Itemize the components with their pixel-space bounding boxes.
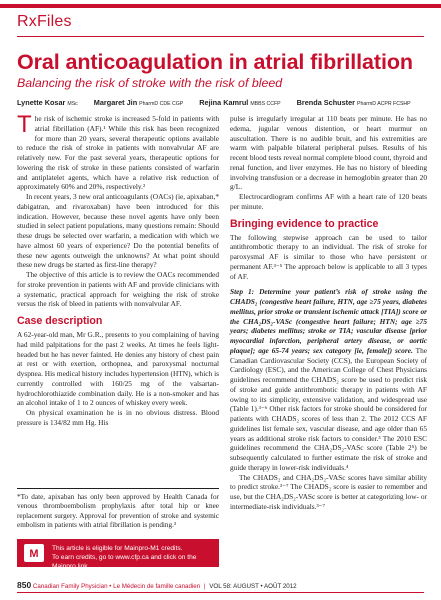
evidence-paragraph: The following stepwise approach can be used to tailor antithrombotic therapy to an individual. The risk of stroke for paroxysmal AF is similar to those who have persistent or permanent AF.³⁻⁵ The approach below is applicable to all 3 types of AF. (230, 232, 427, 281)
case-heading: Case description (17, 315, 103, 327)
intro-paragraph: The risk of ischemic stroke is increased 5-fold in patients with atrial fibrillation (AF).¹ While this risk has been recognized for more than 20 years, several therapeutic options available to reduce the risk of stroke in patients with nonvalvular AF are relatively new. For the past several years, therapeutic options for lowering the risk of stroke in these patients consisted of warfarin and antiplatelet agents, which have a relative risk reduction of approximately 60% and 20%, respectively.² (17, 111, 219, 192)
mainpro-credit-box (17, 539, 219, 570)
mainpro-icon (23, 543, 45, 563)
section-header (0, 0, 441, 40)
author-name: Lynette Kosar (17, 98, 66, 107)
author-credentials: PharmD CDE CGP (139, 101, 184, 107)
left-column (17, 111, 219, 428)
objective-paragraph: The objective of this article is to review the OACs recommended for stroke prevention in patients with AF and provide clinicians with a systematic, practical approach for weighing the risk of stroke versus the risk of bleed in patients with nonvalvular AF. (17, 270, 219, 309)
mainpro-line-1: This article is eligible for Mainpro-M1 credits. (52, 545, 183, 552)
journal-name: Canadian Family Physician • Le Médecin de famille canadien (32, 583, 201, 590)
svg-text:M: M (29, 548, 39, 560)
case-paragraph: A 62-year-old man, Mr G.R., presents to you complaining of having had mild palpitations for the past 2 weeks. At times he feels light-headed but he has never fainted. He denies any history of chest pain at rest or with exertion, orthopnea, and paroxysmal nocturnal dyspnea. His medical history includes hypertension (HTN), which is currently controlled with 160/25 mg of the valsartan-hydrochlorothiazide combination daily. He is a non-smoker and has an alcohol intake of 1 to 2 ounces of whiskey every week. (17, 330, 219, 408)
author-credentials: MBBS CCFP (250, 101, 281, 107)
closing-paragraph: The CHADS₂ and CHA₂DS₂-VASc scores have similar ability to predict stroke.³⁻⁷ The CHADS₂ score is easier to remember and use, but the CHA₂DS₂-VASc score is better at categorizing low- or intermediate-risk individuals.³⁻⁷ (230, 472, 427, 511)
step-1-body: The Canadian Cardiovascular Society (CCS), the European Society of Cardiology (ESC), and the American College of Chest Physicians guidelines recommend the CHADS₂ score be used to predict risk of stroke and guide antithrombotic therapy in patients with AF owing to its simplicity, extensive validation, and widespread use (Table 1).³⁻⁶ Other risk factors for stroke should be considered for patients with CHADS₂ scores of less than 2. The 2012 CCS AF guidelines list female sex, vascular disease, and age older than 65 years as additional stroke risk factors to consider.³ The 2010 ESC guidelines recommend the CHA₂DS₂-VASc score (Table 2⁵) be subsequently calculated to further estimate the risk of stroke and guide therapy in lower-risk individuals.⁴ (230, 345, 427, 472)
author-credentials: MSc (67, 101, 78, 107)
right-column (230, 114, 427, 512)
author-list (17, 98, 427, 107)
step-1-lead: Step 1: Determine your patient’s risk of stroke using the CHADS₂ (congestive heart failure, HTN, age ≥75 years, diabetes mellitus, prior stroke or transient ischemic attack [TIA]) score or the CHA₂DS₂-VASc (congestive heart failure; HTN; age ≥75 years; diabetes mellitus; stroke or TIA; vascular disease [prior myocardial infarction, peripheral artery disease, or aortic plaque]; age 65-74 years; sex category [ie, female]) score. (230, 287, 427, 355)
author-name: Rejina Kamrul (199, 98, 249, 107)
drop-cap: T (17, 111, 32, 138)
header-bar (0, 4, 441, 8)
author-credentials: PharmD ACPR FCSHP (357, 101, 411, 107)
case-continued-paragraph: pulse is irregularly irregular at 110 beats per minute. He has no edema, jugular venous distention, or heart murmur on auscultation. There is no audible bruit, and his extremities are warm with palpable bilateral peripheral pulses. Results of his recent blood tests reveal normal complete blood count, thyroid and renal function, and liver enzymes. He has no history of bleeding involving transfusion or a decrease in hemoglobin greater than 20 g/L. (230, 114, 427, 192)
evidence-heading: Bringing evidence to practice (230, 217, 379, 230)
article-title: Oral anticoagulation in atrial fibrillation (17, 50, 413, 74)
page-footer: 850 Canadian Family Physician • Le Médecin de famille canadien | VOL 58: AUGUST • AOÛT 2012 (17, 580, 297, 590)
page-number: 850 (17, 580, 32, 590)
footer-rule (17, 592, 424, 593)
article-subtitle: Balancing the risk of stroke with the risk of bleed (17, 76, 283, 90)
author-name: Margaret Jin (93, 98, 138, 107)
section-label: RxFiles (17, 13, 72, 30)
ecg-paragraph: Electrocardiogram confirms AF with a heart rate of 120 beats per minute. (230, 192, 427, 211)
step-1-paragraph (230, 287, 427, 472)
header-rule (17, 36, 424, 37)
intro-paragraph: In recent years, 3 new oral anticoagulants (OACs) (ie, apixaban,* dabigatran, and rivaroxaban) have been introduced for this indication. However, because these novel agents have only been studied in select patient populations, many questions remain: Should these drugs be selected over warfarin, a medication with which we have almost 60 years of experience? Do the potential benefits of these new agents outweigh the unknowns? At what point should these new drugs be started as first-line therapy? (17, 192, 219, 270)
issue-info: VOL 58: AUGUST • AOÛT 2012 (209, 583, 297, 590)
mainpro-line-2: To earn credits, go to www.cfp.ca and click on the Mainpro link. (52, 554, 197, 570)
author-name: Brenda Schuster (296, 98, 356, 107)
case-paragraph: On physical examination he is in no obvious distress. Blood pressure is 134/82 mm Hg. His (17, 408, 219, 427)
footnote: *To date, apixaban has only been approved by Health Canada for venous thromboembolism prophylaxis after total hip or knee replacement surgery. Approval for prevention of stroke and systemic embolism in patients with atrial fibrillation is pending.³ (17, 488, 219, 531)
